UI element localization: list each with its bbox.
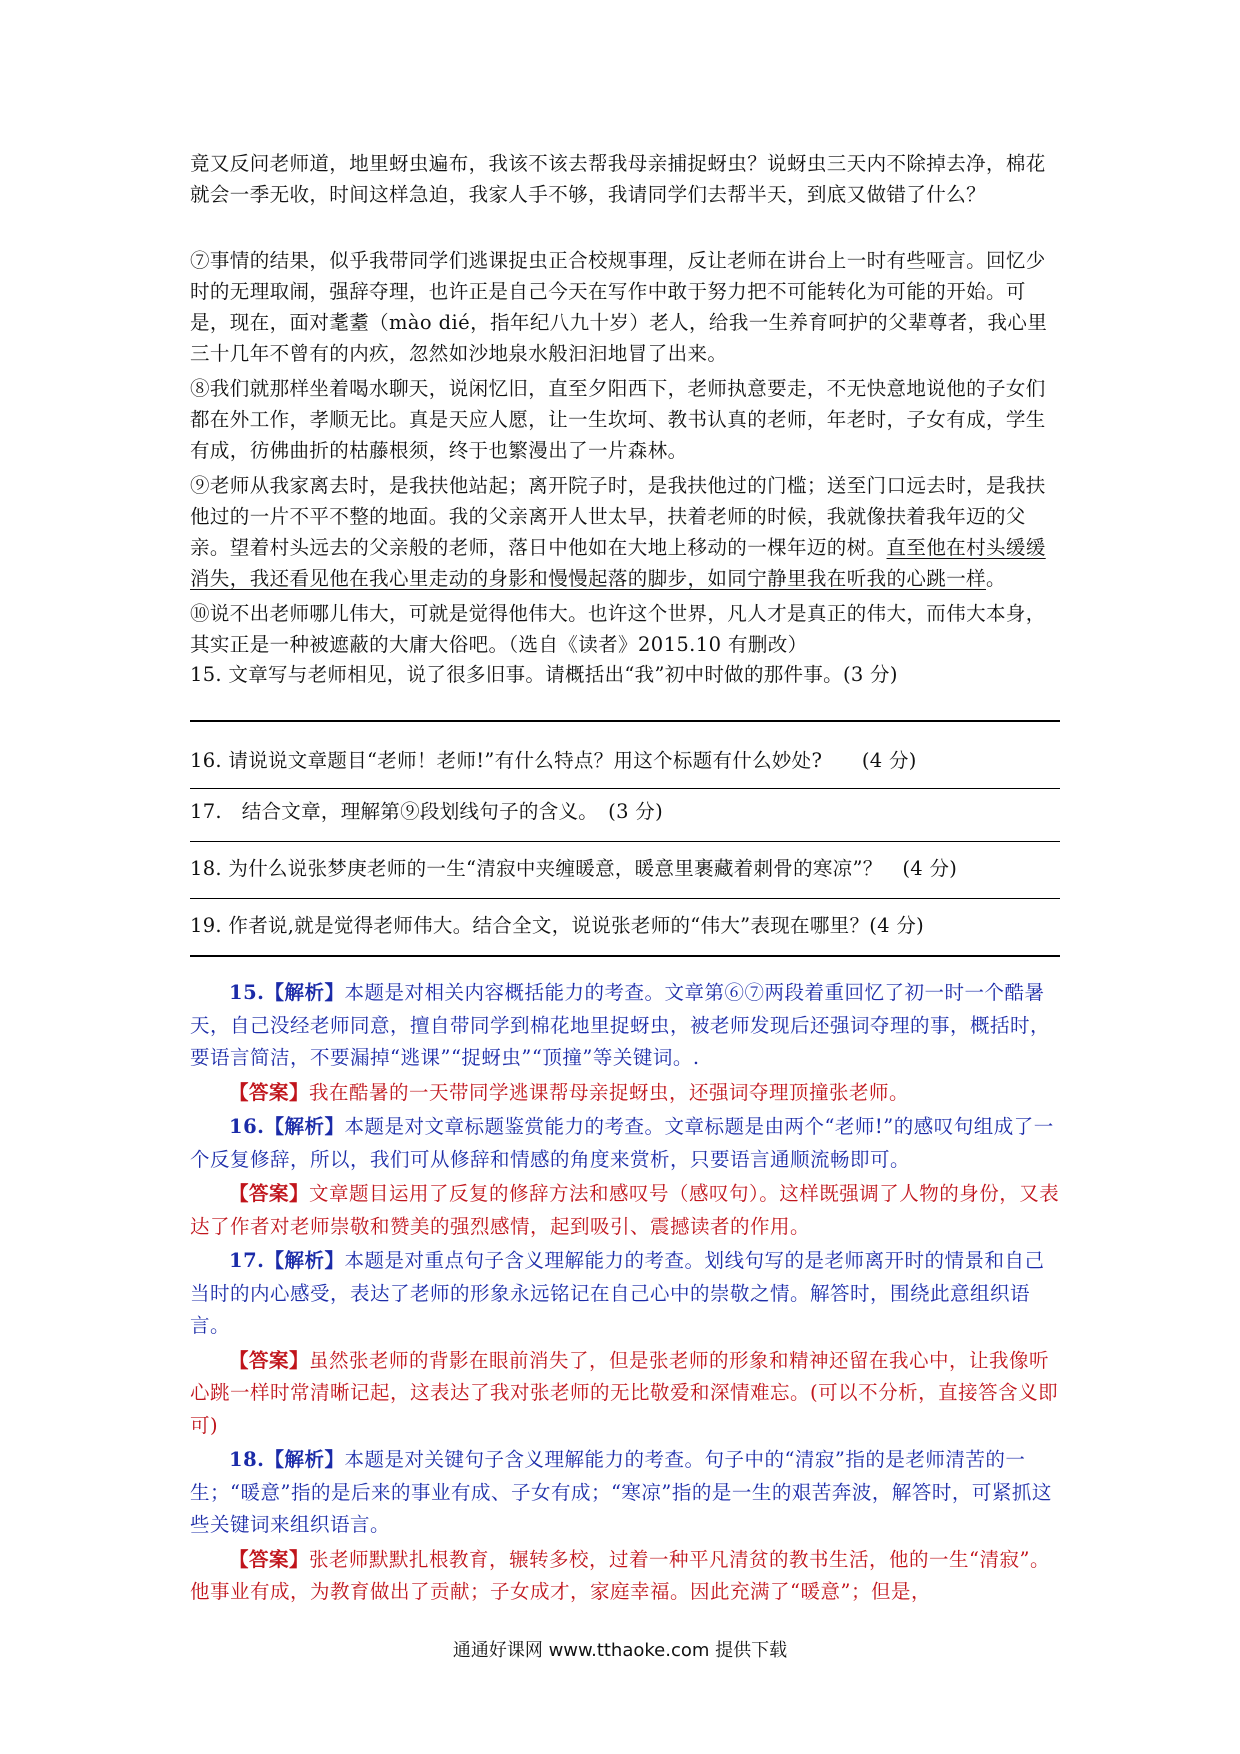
answer-line-16	[190, 788, 1060, 789]
analysis-16: 16.【解析】本题是对文章标题鉴赏能力的考查。文章标题是由两个“老师!”的感叹句组成了一个反复修辞，所以，我们可从修辞和情感的角度来赏析，只要语言通顺流畅即可。	[190, 1115, 1054, 1171]
answer-section	[190, 977, 1060, 1609]
page-footer: 通通好课网 www.tthaoke.com 提供下载	[452, 1640, 788, 1661]
answer-15: 【答案】我在酷暑的一天带同学逃课帮母亲捉蚜虫，还强词夺理顶撞张老师。	[229, 1080, 910, 1104]
article-paragraph-6-continued: 竟又反问老师道，地里蚜虫遍布，我该不该去帮我母亲捕捉蚜虫？说蚜虫三天内不除掉去净，棉花就会一季无收，时间这样急迫，我家人手不够，我请同学们去帮半天，到底又做错了什么？	[190, 152, 1046, 206]
answer-line-18	[190, 898, 1060, 899]
answer-line-15	[190, 720, 1060, 722]
question-15: 15. 文章写与老师相见，说了很多旧事。请概括出“我”初中时做的那件事。(3 分)	[190, 663, 898, 686]
answer-16: 【答案】文章题目运用了反复的修辞方法和感叹号（感叹句）。这样既强调了人物的身份，又表达了作者对老师崇敬和赞美的强烈感情，起到吸引、震撼读者的作用。	[190, 1182, 1060, 1238]
analysis-18: 18.【解析】本题是对关键句子含义理解能力的考查。句子中的“清寂”指的是老师清苦的一生；“暖意”指的是后来的事业有成、子女有成；“寒凉”指的是一生的艰苦奔波，解答时，可紧抓这些关键词来组织语言。	[190, 1448, 1052, 1536]
underlined-sentence: 直至他在村头缓缓消失，我还看见他在我心里走动的身影和慢慢起落的脚步，如同宁静里我在听我的心跳一样	[190, 536, 1046, 590]
analysis-15: 15.【解析】本题是对相关内容概括能力的考查。文章第⑥⑦两段着重回忆了初一时一个酷暑天，自己没经老师同意，擅自带同学到棉花地里捉蚜虫，被老师发现后还强词夺理的事，概括时，要语言简洁，不要漏掉“逃课”“捉蚜虫”“顶撞”等关键词。.	[190, 981, 1051, 1069]
article-paragraph-10: ⑩说不出老师哪儿伟大，可就是觉得他伟大。也许这个世界，凡人才是真正的伟大，而伟大本身，其实正是一种被遮蔽的大庸大俗吧。（选自《读者》2015.10 有删改）	[190, 602, 1046, 656]
answer-line-17	[190, 841, 1060, 842]
answer-line-19	[190, 955, 1060, 957]
answer-17: 【答案】虽然张老师的背影在眼前消失了，但是张老师的形象和精神还留在我心中，让我像听心跳一样时常清晰记起，这表达了我对张老师的无比敬爱和深情难忘。(可以不分析，直接答含义即可)	[190, 1348, 1059, 1437]
question-19: 19. 作者说,就是觉得老师伟大。结合全文，说说张老师的“伟大”表现在哪里？(4 分)	[190, 914, 925, 937]
question-18: 18. 为什么说张梦庚老师的一生“清寂中夹缠暖意，暖意里裹藏着刺骨的寒凉”？ (4 分)	[190, 857, 958, 880]
article-paragraph-7: ⑦事情的结果，似乎我带同学们逃课捉虫正合校规事理，反让老师在讲台上一时有些哑言。回忆少时的无理取闹，强辞夺理，也许正是自己今天在写作中敢于努力把不可能转化为可能的开始。可是，现在，面对耄耋（mào dié，指年纪八九十岁）老人，给我一生养育呵护的父辈尊者，我心里三十几年不曾有的内疚，忽然如沙地泉水般汩汩地冒了出来。	[190, 249, 1048, 365]
question-17: 17. 结合文章，理解第⑨段划线句子的含义。 (3 分)	[190, 800, 663, 823]
paragraph-9-text: ⑨老师从我家离去时，是我扶他站起；离开院子时，是我扶他过的门槛；送至门口远去时，是我扶他过的一片不平不整的地面。我的父亲离开人世太早，扶着老师的时候，我就像扶着我年迈的父亲。望着村头远去的父亲般的老师，落日中他如在大地上移动的一棵年迈的树。	[190, 474, 1046, 559]
paragraph-9-end: 。	[986, 567, 1006, 590]
question-16: 16. 请说说文章题目“老师！老师!”有什么特点？用这个标题有什么妙处? (4 分)	[190, 749, 917, 772]
answer-18: 【答案】张老师默默扎根教育，辗转多校，过着一种平凡清贫的教书生活，他的一生“清寂”。他事业有成，为教育做出了贡献；子女成才，家庭幸福。因此充满了“暖意”；但是，	[190, 1547, 1050, 1603]
document-page	[190, 148, 1060, 1609]
analysis-17: 17.【解析】本题是对重点句子含义理解能力的考查。划线句写的是老师离开时的情景和自己当时的内心感受，表达了老师的形象永远铭记在自己心中的崇敬之情。解答时，围绕此意组织语言。	[190, 1249, 1045, 1337]
article-paragraph-9	[190, 470, 1060, 594]
article-paragraph-8: ⑧我们就那样坐着喝水聊天，说闲忆旧，直至夕阳西下，老师执意要走，不无快意地说他的子女们都在外工作，孝顺无比。真是天应人愿，让一生坎坷、教书认真的老师，年老时，子女有成，学生有成，彷佛曲折的枯藤根须，终于也繁漫出了一片森林。	[190, 377, 1046, 462]
